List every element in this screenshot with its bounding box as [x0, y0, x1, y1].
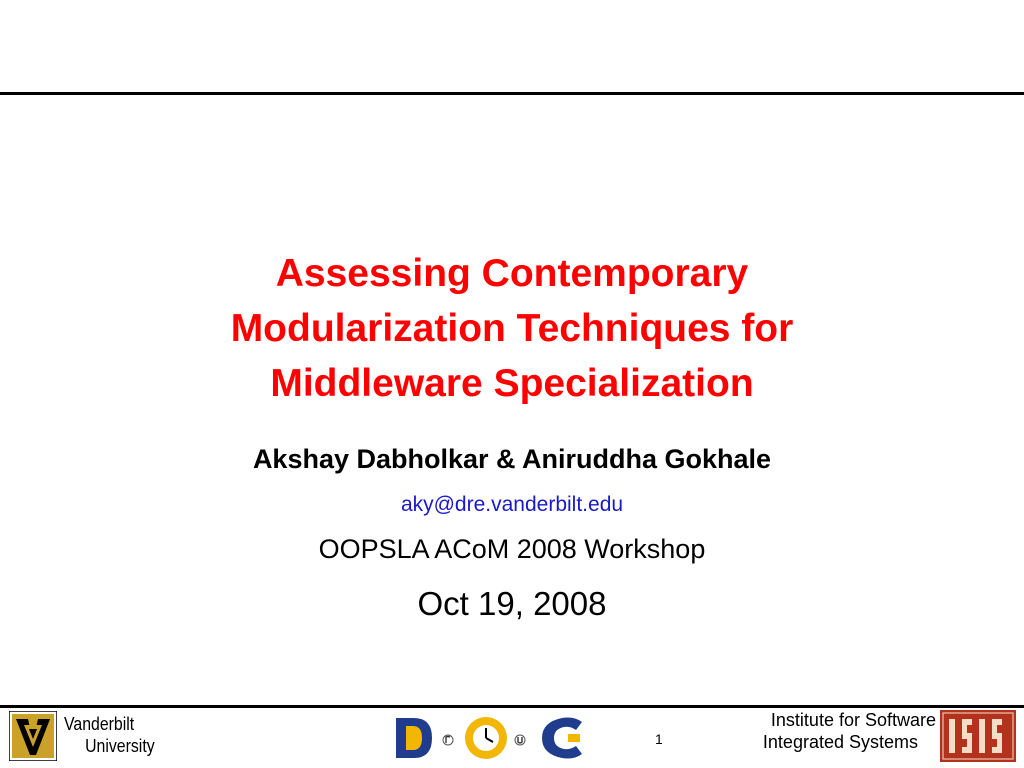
- vanderbilt-label: Vanderbilt: [64, 714, 135, 734]
- authors: Akshay Dabholkar & Aniruddha Gokhale: [252, 444, 772, 474]
- title-line-1: Assessing Contemporary: [275, 252, 749, 295]
- venue: OOPSLA ACoM 2008 Workshop: [318, 534, 706, 564]
- institute-line-1: Institute for Software: [770, 710, 936, 730]
- header-rule: [0, 92, 1024, 95]
- university-label: University: [85, 736, 155, 756]
- title-line-3: Middleware Specialization: [270, 362, 754, 405]
- author-email: aky@dre.vanderbilt.edu: [400, 493, 624, 516]
- vanderbilt-v-logo-icon: [9, 711, 57, 761]
- isis-institute-name: [700, 709, 936, 753]
- doc-group-logo-icon: [392, 712, 588, 764]
- isis-logo-icon: [940, 710, 1016, 762]
- footer-rule: [0, 705, 1024, 708]
- page-number: 1: [655, 731, 663, 747]
- slide-title: [112, 246, 912, 411]
- institute-line-2: Integrated Systems: [762, 732, 918, 752]
- presentation-date: Oct 19, 2008: [417, 585, 607, 622]
- vanderbilt-university: [64, 713, 187, 757]
- title-line-2: Modularization Techniques for: [230, 307, 794, 350]
